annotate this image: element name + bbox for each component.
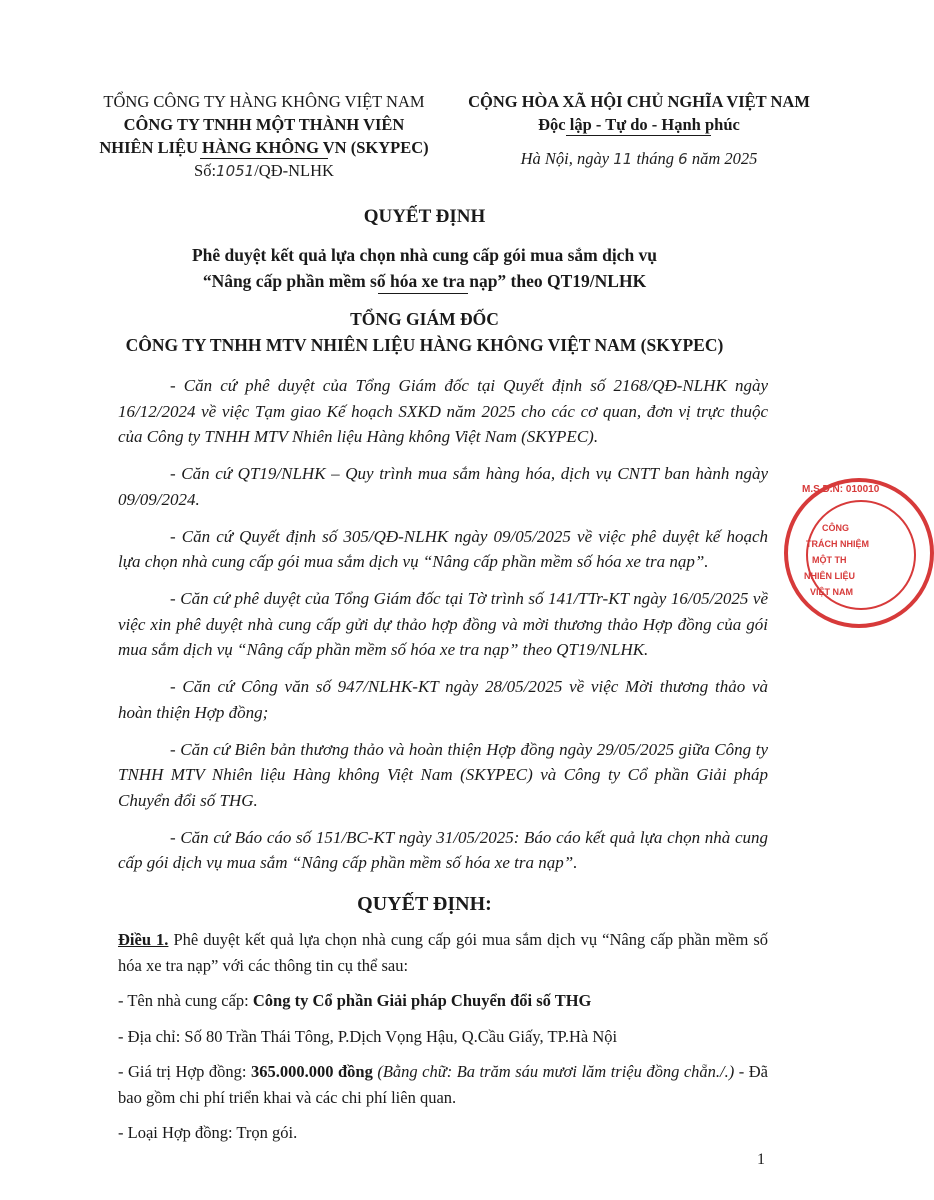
seal-line: NHIÊN LIỆU	[804, 571, 856, 581]
authority-company: CÔNG TY TNHH MTV NHIÊN LIỆU HÀNG KHÔNG VIỆT NAM (SKYPEC)	[125, 335, 724, 355]
seal-line: CÔNG	[822, 523, 849, 533]
document-number	[75, 159, 453, 183]
value-label: - Giá trị Hợp đồng:	[118, 1062, 251, 1081]
issuer-header	[75, 90, 453, 183]
value-note: - Đã bao gồm chi phí triển khai và các chi phí liên quan.	[118, 1062, 768, 1107]
national-header	[460, 90, 818, 171]
date-mid: tháng	[636, 149, 675, 168]
basis-item: - Căn cứ Công văn số 947/NLHK-KT ngày 28/05/2025 về việc Mời thương thảo và hoàn thiện Hợp đồng;	[118, 677, 768, 722]
contract-type-line: - Loại Hợp đồng: Trọn gói.	[118, 1123, 298, 1142]
date-prefix: Hà Nội, ngày	[520, 149, 610, 168]
seal-line: TRÁCH NHIỆM	[806, 539, 869, 549]
title-rule	[378, 293, 468, 294]
seal-ring-top: M.S.D.N: 010010	[802, 484, 880, 495]
document-title: QUYẾT ĐỊNH	[363, 206, 486, 227]
basis-item: - Căn cứ Báo cáo số 151/BC-KT ngày 31/05/2025: Báo cáo kết quả lựa chọn nhà cung cấp gói dịch vụ mua sắm “Nâng cấp phần mềm số hóa xe tra nạp”.	[118, 827, 768, 872]
seal-text	[794, 520, 869, 600]
basis-item: - Căn cứ phê duyệt của Tổng Giám đốc tại Quyết định số 2168/QĐ-NLHK ngày 16/12/2024 về việc Tạm giao Kế hoạch SXKD năm 2025 cho các cơ quan, đơn vị trực thuộc của Công ty TNHH MTV Nhiên liệu Hàng không Việt Nam (SKYPEC).	[118, 376, 768, 446]
contract-value-line	[118, 1059, 768, 1110]
decision-heading: QUYẾT ĐỊNH:	[357, 893, 492, 915]
supplier-name: Công ty Cổ phần Giải pháp Chuyển đổi số THG	[252, 991, 592, 1010]
supplier-label: - Tên nhà cung cấp:	[118, 991, 253, 1010]
doc-no-suffix: /QĐ-NLHK	[254, 161, 334, 180]
company-seal	[784, 478, 934, 628]
date-month: 6	[678, 150, 688, 168]
subtitle-line1: Phê duyệt kết quả lựa chọn nhà cung cấp gói mua sắm dịch vụ	[191, 245, 658, 265]
header-left-rule	[200, 158, 328, 159]
document-subtitle	[0, 242, 849, 294]
parent-company-name: TỔNG CÔNG TY HÀNG KHÔNG VIỆT NAM	[103, 92, 425, 111]
article-1	[118, 927, 768, 1156]
national-motto: Độc lập - Tự do - Hạnh phúc	[538, 115, 740, 134]
authority-title: TỔNG GIÁM ĐỐC	[350, 309, 499, 329]
company-name-line2: NHIÊN LIỆU HÀNG KHÔNG VN (SKYPEC)	[99, 138, 429, 157]
address-line: - Địa chỉ: Số 80 Trần Thái Tông, P.Dịch Vọng Hậu, Q.Cầu Giấy, TP.Hà Nội	[118, 1026, 618, 1046]
issue-date	[460, 147, 818, 171]
company-name-line1: CÔNG TY TNHH MỘT THÀNH VIÊN	[123, 115, 405, 134]
basis-item: - Căn cứ phê duyệt của Tổng Giám đốc tại Tờ trình số 141/TTr-KT ngày 16/05/2025 về việc xin phê duyệt nhà cung cấp gửi dự thảo hợp đồng và mời thương thảo Hợp đồng của gói mua sắm dịch vụ “Nâng cấp phần mềm số hóa xe tra nạp” theo QT19/NLHK.	[118, 589, 768, 659]
seal-line: VIỆT NAM	[810, 587, 854, 597]
seal-line: MỘT TH	[812, 555, 847, 565]
article-text: Phê duyệt kết quả lựa chọn nhà cung cấp gói mua sắm dịch vụ “Nâng cấp phần mềm số hóa xe tra nạp” với các thông tin cụ thể sau:	[118, 930, 768, 975]
national-title: CỘNG HÒA XÃ HỘI CHỦ NGHĨA VIỆT NAM	[468, 92, 810, 111]
subtitle-line2: “Nâng cấp phần mềm số hóa xe tra nạp” theo QT19/NLHK	[202, 271, 647, 291]
doc-no-handwritten: 1051	[216, 162, 255, 180]
article-1-intro	[118, 927, 768, 978]
article-label: Điều 1.	[118, 930, 169, 949]
value-amount: 365.000.000 đồng	[250, 1062, 373, 1081]
value-words: (Bằng chữ: Ba trăm sáu mươi lăm triệu đồng chẵn./.)	[372, 1062, 735, 1081]
page-number: 1	[757, 1151, 765, 1168]
supplier-line	[118, 988, 768, 1014]
date-day: 11	[613, 150, 633, 168]
header-right-rule	[566, 135, 711, 136]
date-suffix: năm 2025	[691, 149, 758, 168]
basis-item: - Căn cứ Biên bản thương thảo và hoàn thiện Hợp đồng ngày 29/05/2025 giữa Công ty TNHH MTV Nhiên liệu Hàng không Việt Nam (SKYPEC) và Công ty Cổ phần Giải pháp Chuyển đổi số THG.	[118, 739, 768, 810]
authority-block	[0, 306, 849, 358]
basis-item: - Căn cứ QT19/NLHK – Quy trình mua sắm hàng hóa, dịch vụ CNTT ban hành ngày 09/09/2024.	[118, 464, 768, 509]
basis-item: - Căn cứ Quyết định số 305/QĐ-NLHK ngày 09/05/2025 về việc phê duyệt kế hoạch lựa chọn nhà cung cấp gói mua sắm dịch vụ “Nâng cấp phần mềm số hóa xe tra nạp”.	[118, 526, 768, 571]
doc-no-prefix: Số:	[194, 161, 217, 180]
legal-bases	[118, 373, 768, 887]
